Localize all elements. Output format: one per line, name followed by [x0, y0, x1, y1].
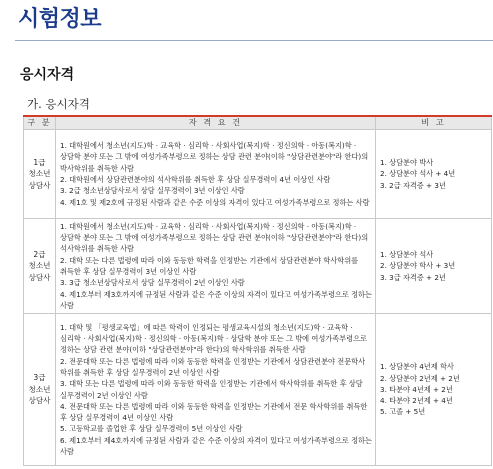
table-header-row [24, 116, 492, 130]
note-item: 5. 고졸 + 5년 [380, 407, 426, 417]
qualification-table [23, 115, 492, 466]
note-item: 3. 타분야 4년제 + 2년 [380, 384, 453, 394]
grade-label: 청소년 [28, 384, 51, 394]
note-item: 1. 상담분야 박사 [380, 158, 434, 168]
notes-cell [376, 314, 492, 466]
requirement-item: 1. 대학원에서 청소년(지도)학 · 교육학 · 심리학 · 사회사업(복지)학 · 정신의학 · 아동(복지)학 · 상담학 분야 또는 그 밖에 여성가족부령으로 정하는 상담 관련 분야(이하 "상담관련분야"라 한다)의 박사학위를 취득한 사람 [60, 141, 369, 173]
grade-level: 1급 [33, 157, 46, 167]
grade-label: 상담사 [28, 180, 51, 190]
grade-level: 2급 [33, 249, 46, 259]
requirements-cell [56, 130, 376, 219]
note-item: 2. 상담분야 학사 + 3년 [380, 261, 456, 271]
table-row [24, 130, 492, 219]
requirement-item: 2. 전문대학 또는 다른 법령에 따라 이와 동등한 학력을 인정받는 기관에서 상담관련분야 전문학사 학위를 취득한 후 상담 실무경력이 2년 이상인 사람 [60, 356, 366, 377]
notes-cell [376, 130, 492, 219]
note-item: 3. 3급 자격증 + 2년 [380, 272, 446, 282]
notes-cell [376, 219, 492, 314]
table-row [24, 314, 492, 466]
table-row [24, 219, 492, 314]
note-item: 2. 상담분야 2년제 + 2년 [380, 373, 460, 383]
section-title: 응시자격 [20, 67, 75, 83]
grade-level: 3급 [33, 373, 46, 383]
requirement-item: 3. 대학 또는 다른 법령에 따라 이와 동등한 학력을 인정받는 기관에서 학사학위를 취득한 후 상담 실무경력이 2년 이상인 사람 [60, 379, 363, 400]
requirement-item: 1. 대학원에서 청소년(지도)학 · 교육학 · 심리학 · 사회사업(복지)학 · 정신의학 · 아동(복지)학 · 상담학 분야 또는 그 밖에 여성가족부령으로 정하는 상담 관련 분야(이하 "상담관련분야"라 한다)의 석사학위를 취득한 사람 [60, 221, 369, 254]
note-item: 1. 상담분야 석사 [380, 250, 434, 260]
grade-cell [24, 219, 56, 314]
note-item: 3. 2급 자격증 + 3년 [380, 180, 446, 190]
grade-label: 상담사 [28, 272, 51, 282]
requirements-cell [56, 219, 376, 314]
column-header-requirements: 자 격 요 건 [56, 116, 376, 130]
column-header-category: 구 분 [24, 116, 56, 130]
subsection-title: 가. 응시자격 [27, 97, 90, 111]
grade-cell [24, 130, 56, 219]
grade-cell [24, 314, 56, 466]
column-header-notes: 비 고 [376, 116, 492, 130]
requirement-item: 3. 3급 청소년상담사로서 상담 실무경력이 2년 이상인 사람 [60, 278, 245, 288]
requirement-item: 5. 고등학교를 졸업한 후 상담 실무경력이 5년 이상인 사람 [60, 424, 243, 434]
title-divider [15, 40, 493, 41]
requirements-cell [56, 314, 376, 466]
page-title: 시험정보 [18, 7, 102, 32]
grade-label: 청소년 [28, 169, 51, 179]
grade-label: 청소년 [28, 261, 51, 271]
requirement-item: 4. 제1호부터 제3호까지에 규정된 사람과 같은 수준 이상의 자격이 있다고 여성가족부령으로 정하는 사람 [60, 289, 372, 310]
grade-label: 상담사 [28, 396, 51, 406]
requirement-item: 2. 대학원에서 상담관련분야의 석사학위를 취득한 후 상담 실무경력이 4년 이상인 사람 [60, 175, 331, 184]
note-item: 1. 상담분야 4년제 학사 [380, 362, 454, 372]
requirement-item: 6. 제1호부터 제4호까지에 규정된 사람과 같은 수준 이상의 자격이 있다고 여성가족부령으로 정하는 사람 [60, 435, 372, 456]
requirement-item: 2. 대학 또는 다른 법령에 따라 이와 동등한 학력을 인정받는 기관에서 상담관련분야 학사학위를 취득한 후 상담 실무경력이 3년 이상인 사람 [60, 255, 359, 276]
requirement-item: 3. 2급 청소년상담사로서 상담 실무경력이 3년 이상인 사람 [60, 186, 245, 196]
requirement-item: 4. 전문대학 또는 다른 법령에 따라 이와 동등한 학력을 인정받는 기관에서 전문 학사학위를 취득한 후 상담 실무경력이 4년 이상인 사람 [60, 401, 368, 423]
note-item: 4. 타분야 2년제 + 4년 [380, 396, 453, 406]
requirement-item: 1. 대학 및 「평생교육법」에 따른 학력이 인정되는 평생교육시설의 청소년(지도)학 · 교육학 · 심리학 · 사회사업(복지)학 · 정신의학 · 아동(복지)학 · 상담학 분야 또는 그 밖에 여성가족부령으로 정하는 상담 관련 분야(이하 "상담관련분야"라 한다)의 학사학위를 취득한 사람 [60, 322, 367, 355]
requirement-item: 4. 제1호 및 제2호에 규정된 사람과 같은 수준 이상의 자격이 있다고 여성가족부령으로 정하는 사람 [60, 197, 370, 207]
note-item: 2. 상담분야 석사 + 4년 [380, 169, 456, 179]
